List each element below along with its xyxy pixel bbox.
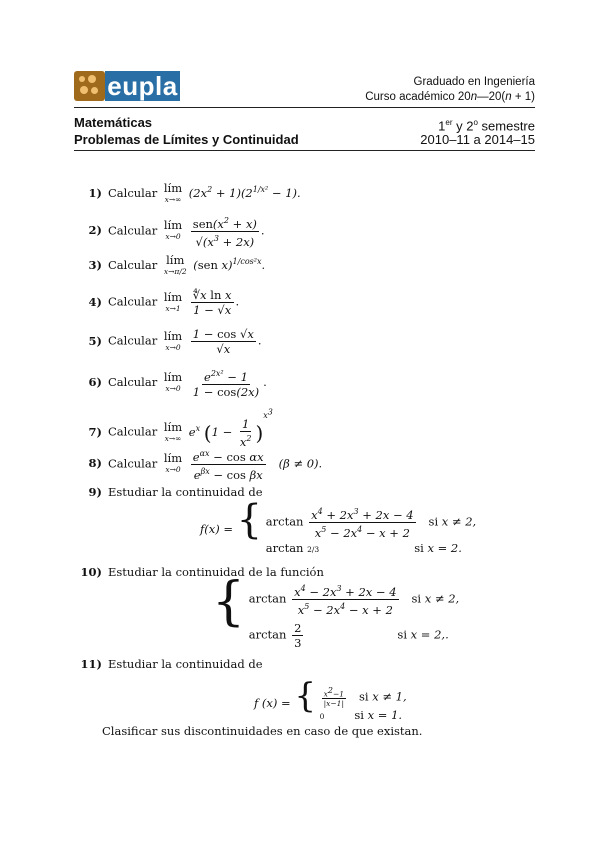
problem-10: 10) Estudiar la continuidad de la función (80, 565, 324, 579)
problem-1-formula: $(2x^2 + 1)(2^{1/x^2} - 1)$. (188, 185, 301, 200)
course-label: Curso académico 20n—20(n + 1) (365, 91, 535, 103)
problem-4: 4) Calcular lím x→1 $\frac{\text{∜x ln x}}{1 - √x}$ . (88, 288, 240, 317)
problem-number: 1) (88, 186, 102, 200)
subject-title: Matemáticas (74, 115, 153, 130)
problem-9: 9) Estudiar la continuidad de (88, 485, 263, 499)
problem-9-function: f(x) = { arctan $\frac{x^4 + 2x^3 + 2x - 4}{x^5 - 2x^4 - x + 2}$ si x ≠ 2, arctan 2/3 si x = 2. (200, 497, 477, 556)
title-rule (74, 150, 535, 151)
problem-11-function: f (x) = { $\frac{x^2-1}{|x-1|}$ si x ≠ 1, 0 si x = 1. (254, 676, 407, 723)
closing-note: Clasificar sus discontinuidades en caso de que existan. (102, 724, 423, 738)
topic-title: Problemas de Límites y Continuidad (74, 132, 299, 147)
problem-2: 2) Calcular lím x→0 $\frac{sen(x^2 + x)}{√(x^3 + 2x)}$ . (88, 216, 265, 249)
logo-emblem-icon (74, 71, 105, 101)
eupla-logo (74, 71, 180, 101)
years-label: 2010–11 a 2014–15 (420, 132, 535, 147)
problem-1: 1) Calcular lím x→∞ $(2x^2 + 1)(2^{1/x^2} - 1)$. (78, 182, 301, 206)
problem-5: 5) Calcular lím x→0 $\frac{1 - \cos √x}{√x}$ . (88, 327, 262, 356)
header-rule (74, 107, 535, 108)
problem-7: 7) Calcular lím x→∞ $e^x$ (1 − $\frac{1}{x^2}$ )$^{x^3}$ (88, 407, 273, 449)
problem-3: 3) Calcular lím x→π/2 (sen x)$^{1/cos^2x}$. (88, 253, 266, 276)
problem-11: 11) Estudiar la continuidad de (80, 657, 263, 671)
semester-label: 1er y 2$^o$ semestre (438, 118, 535, 134)
problem-8: 8) Calcular lím x→0 $\frac{e^{\alpha x} - \cos \alpha x}{e^{\beta x} - \cos \beta x}$ (β ≠ 0). (88, 449, 323, 482)
degree-label: Graduado en Ingeniería (413, 76, 535, 88)
problem-10-function: { arctan $\frac{x^4 - 2x^3 + 2x - 4}{x^5 - 2x^4 - x + 2}$ si x ≠ 2, arctan $\frac{2}{3}$ si x = 2,. (212, 572, 460, 650)
problem-6: 6) Calcular lím x→0 $\frac{e^{2x^2} - 1}{1 - \cos(2x)}$ . (88, 369, 267, 399)
logo-wordmark: eupla (105, 71, 180, 101)
